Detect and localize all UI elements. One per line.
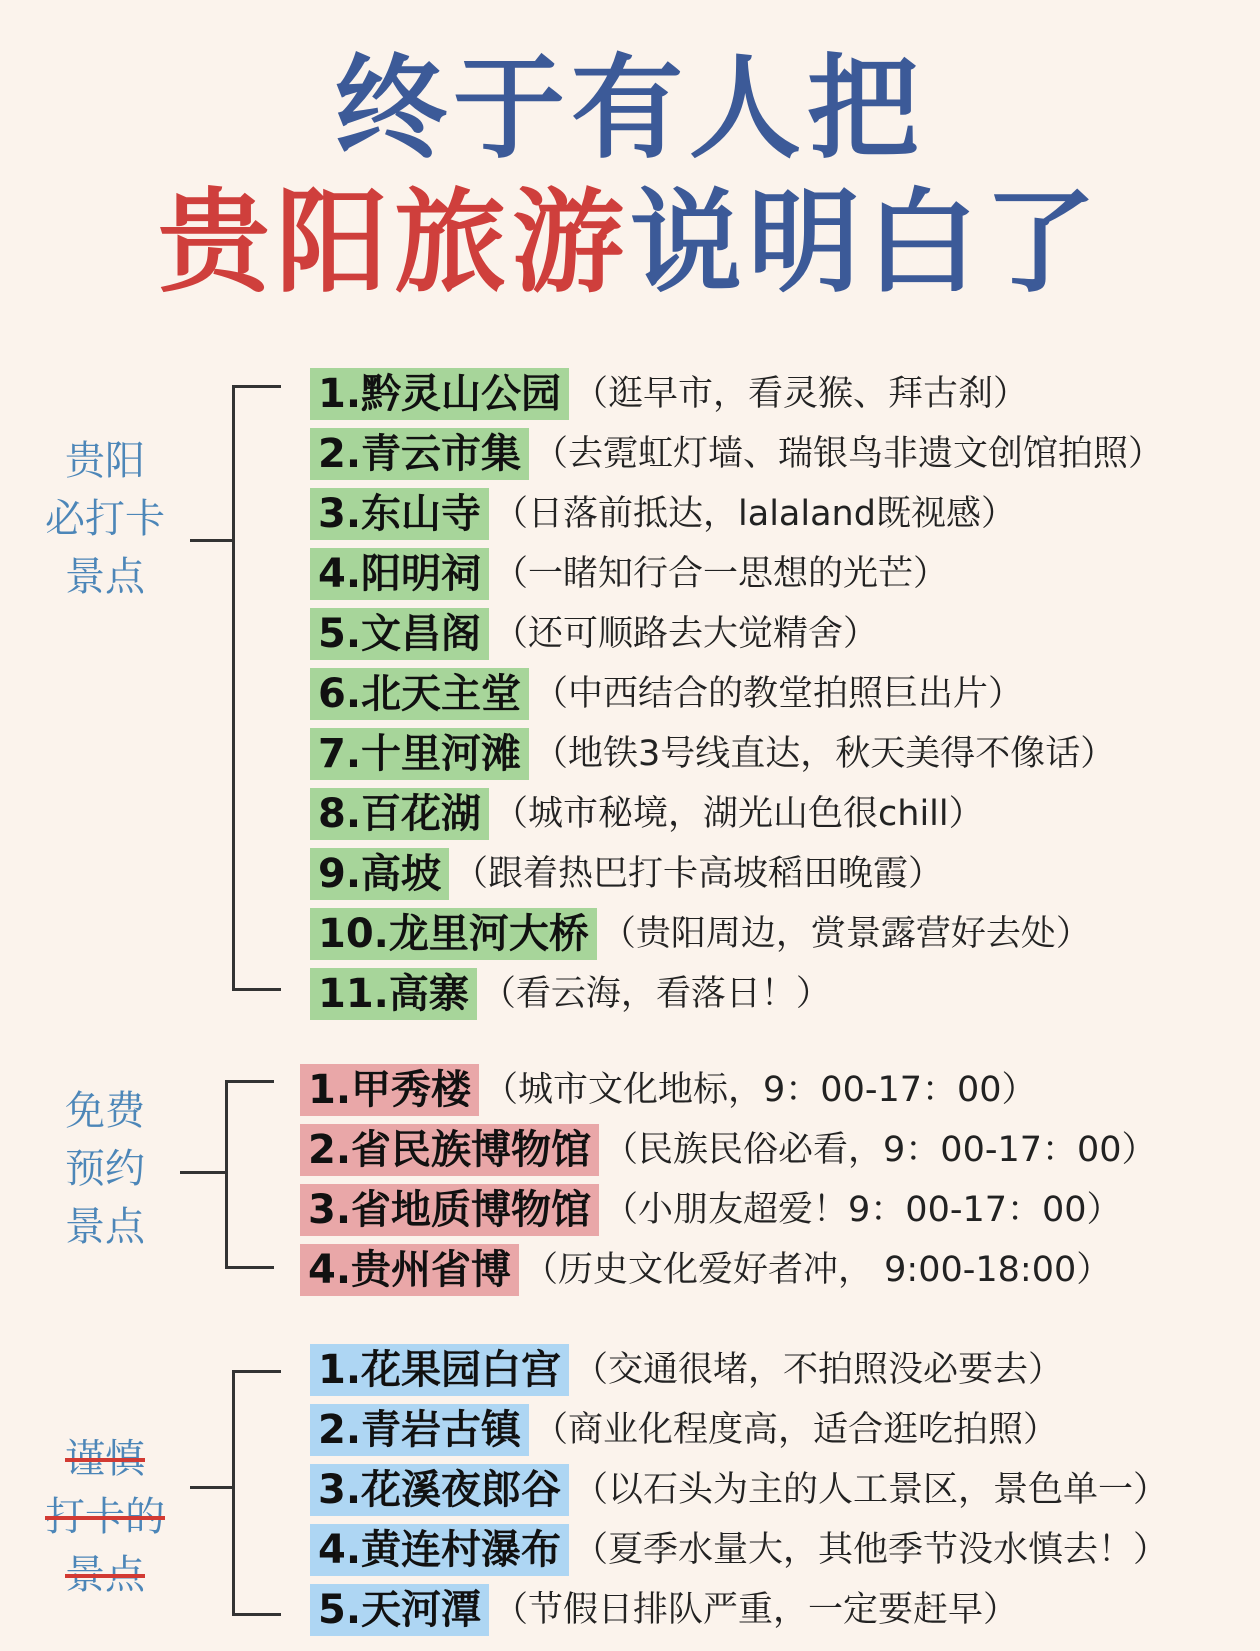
bracket-cautious xyxy=(232,1370,281,1616)
item-name: 4.黄连村瀑布 xyxy=(310,1524,569,1576)
item-note: （中西结合的教堂拍照巨出片） xyxy=(533,674,1024,714)
list-item xyxy=(310,848,943,900)
item-name: 5.文昌阁 xyxy=(310,608,489,660)
list-item xyxy=(310,1404,1058,1456)
title-line-1: 终于有人把 xyxy=(335,44,925,174)
list-item xyxy=(310,488,1016,540)
item-note: （城市文化地标，9：00-17：00） xyxy=(483,1070,1037,1110)
bracket-stem xyxy=(190,539,232,542)
item-note: （小朋友超爱！9：00-17：00） xyxy=(603,1190,1122,1230)
label-line: 谨慎 xyxy=(65,1436,145,1482)
item-name: 3.东山寺 xyxy=(310,488,489,540)
item-note: （节假日排队严重，一定要赶早） xyxy=(493,1590,1019,1630)
bracket-free-booking xyxy=(225,1080,274,1269)
item-note: （历史文化爱好者冲， 9:00-18:00） xyxy=(523,1250,1112,1290)
section-label-must-visit xyxy=(30,432,180,606)
list-item xyxy=(310,1464,1168,1516)
list-item xyxy=(310,1524,1168,1576)
item-note: （以石头为主的人工景区，景色单一） xyxy=(573,1470,1169,1510)
item-name: 3.省地质博物馆 xyxy=(300,1184,599,1236)
item-note: （地铁3号线直达，秋天美得不像话） xyxy=(533,734,1116,774)
list-item xyxy=(310,548,948,600)
item-name: 2.青云市集 xyxy=(310,428,529,480)
item-name: 4.贵州省博 xyxy=(300,1244,519,1296)
item-name: 4.阳明祠 xyxy=(310,548,489,600)
list-item xyxy=(300,1064,1037,1116)
item-name: 1.甲秀楼 xyxy=(300,1064,479,1116)
item-name: 11.高寨 xyxy=(310,968,477,1020)
item-note: （跟着热巴打卡高坡稻田晚霞） xyxy=(453,854,944,894)
item-name: 9.高坡 xyxy=(310,848,449,900)
label-line: 必打卡 xyxy=(45,496,165,542)
label-line: 景点 xyxy=(65,1204,145,1250)
list-item xyxy=(300,1184,1122,1236)
list-item xyxy=(310,728,1115,780)
item-note: （民族民俗必看，9：00-17：00） xyxy=(603,1130,1157,1170)
section-label-free-booking xyxy=(30,1082,180,1256)
label-line: 景点 xyxy=(65,554,145,600)
item-note: （日落前抵达，lalaland既视感） xyxy=(493,494,1016,534)
item-note: （一睹知行合一思想的光芒） xyxy=(493,554,949,594)
title-line-2 xyxy=(0,178,1260,308)
item-name: 3.花溪夜郎谷 xyxy=(310,1464,569,1516)
item-note: （城市秘境，湖光山色很chill） xyxy=(493,794,984,834)
item-name: 2.省民族博物馆 xyxy=(300,1124,599,1176)
list-item xyxy=(310,908,1091,960)
bracket-stem xyxy=(180,1171,225,1174)
label-line: 打卡的 xyxy=(45,1494,165,1540)
title-highlight-red: 贵阳旅游 xyxy=(158,178,630,308)
item-note: （贵阳周边，赏景露营好去处） xyxy=(600,914,1091,954)
item-name: 7.十里河滩 xyxy=(310,728,529,780)
title-highlight-blue: 说明白了 xyxy=(630,178,1102,308)
item-note: （交通很堵，不拍照没必要去） xyxy=(573,1350,1064,1390)
bracket-stem xyxy=(190,1486,232,1489)
list-item xyxy=(310,1584,1018,1636)
item-name: 10.龙里河大桥 xyxy=(310,908,597,960)
item-name: 5.天河潭 xyxy=(310,1584,489,1636)
list-item xyxy=(310,1344,1063,1396)
item-name: 1.花果园白宫 xyxy=(310,1344,569,1396)
item-note: （逛早市，看灵猴、拜古刹） xyxy=(573,374,1029,414)
item-note: （夏季水量大，其他季节没水慎去！） xyxy=(573,1530,1169,1570)
list-item xyxy=(300,1124,1157,1176)
item-note: （还可顺路去大觉精舍） xyxy=(493,614,879,654)
item-name: 8.百花湖 xyxy=(310,788,489,840)
item-note: （去霓虹灯墙、瑞银鸟非遗文创馆拍照） xyxy=(533,434,1164,474)
label-line: 景点 xyxy=(65,1552,145,1598)
label-line: 预约 xyxy=(65,1146,145,1192)
item-name: 2.青岩古镇 xyxy=(310,1404,529,1456)
item-name: 1.黔灵山公园 xyxy=(310,368,569,420)
item-note: （看云海，看落日！） xyxy=(480,974,831,1014)
list-item xyxy=(310,608,878,660)
list-item xyxy=(310,668,1023,720)
item-note: （商业化程度高，适合逛吃拍照） xyxy=(533,1410,1059,1450)
list-item xyxy=(310,968,831,1020)
list-item xyxy=(310,788,984,840)
bracket-must-visit xyxy=(232,385,281,991)
label-line: 贵阳 xyxy=(65,438,145,484)
item-name: 6.北天主堂 xyxy=(310,668,529,720)
list-item xyxy=(300,1244,1111,1296)
section-label-cautious xyxy=(30,1430,180,1604)
label-line: 免费 xyxy=(65,1088,145,1134)
list-item xyxy=(310,368,1028,420)
list-item xyxy=(310,428,1163,480)
